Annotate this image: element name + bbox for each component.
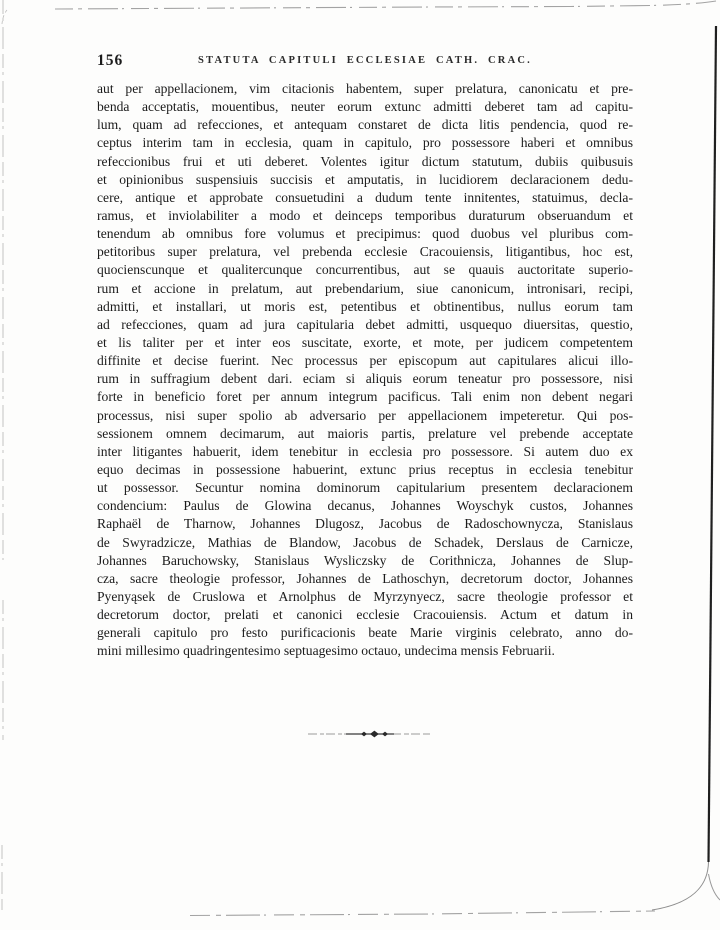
page-number: 156 xyxy=(97,52,124,69)
text-line: inter litigantes habuerit, idem tenebitur in ecclesia pro possessore. Si autem duo ex xyxy=(97,443,633,459)
text-line: quocienscunque et qualitercunque concurrentibus, aut se quauis auctoritate superio- xyxy=(97,262,633,278)
text-line: petitoribus super prelatura, vel prebenda ecclesie Cracouiensis, litigantibus, hoc est, xyxy=(97,244,633,260)
text-line: decretorum doctor, prelati et canonici ecclesie Cracouiensis. Actum et datum in xyxy=(97,607,633,623)
text-line: rum et accione in prelatum, aut prebendarium, siue canonicum, intronisari, recipi, xyxy=(97,280,633,296)
text-line: condencium: Paulus de Glowina decanus, Johannes Woyschyk custos, Johannes xyxy=(97,498,633,514)
running-head xyxy=(97,52,633,70)
text-line: admitti, et installari, ut moris est, petentibus et obtinentibus, nullus eorum tam xyxy=(97,298,633,314)
text-line: et opinionibus suspensiuis succisis et amputatis, in lucidiorem declaracionem dedu- xyxy=(97,171,633,187)
text-line: ramus, et inviolabiliter a modo et deinceps temporibus duraturum obseruandum et xyxy=(97,207,633,223)
text-line: rum in suffragium debent dari. eciam si aliquis eorum teneatur pro possessore, nisi xyxy=(97,371,633,387)
section-divider-ornament xyxy=(308,726,432,742)
text-line: ceptus interim tam in ecclesia, quam in capitulo, pro possessore haberi et omnibus xyxy=(97,135,633,151)
text-line: forte in beneficio foret per annum integrum pacificus. Tali enim non debent negari xyxy=(97,389,633,405)
text-line: Pyenyąsek de Cruslowa et Arnolphus de Myrzynyecz, sacre theologie professor et xyxy=(97,588,633,604)
text-line: tenendum ab omnibus fore volumus et precipimus: quod duobus vel pluribus com- xyxy=(97,226,633,242)
text-line: ut possessor. Secuntur nomina dominorum capitularium presentem declaracionem xyxy=(97,480,633,496)
text-line: equo decimas in possessione habuerint, extunc prius receptus in ecclesia tenebitur xyxy=(97,461,633,477)
text-line: refeccionibus frui et uti deberet. Volentes igitur dictum statutum, dubiis quibusuis xyxy=(97,153,633,169)
text-line: et lis taliter per et inter eos suscitate, exorte, et mote, per judicem competentem xyxy=(97,334,633,350)
text-line: aut per appellacionem, vim citacionis habentem, super prelatura, canonicatu et pre- xyxy=(97,81,633,96)
text-line: de Swyradzicze, Mathias de Blandow, Jacobus de Schadek, Derslaus de Carnicze, xyxy=(97,534,633,550)
text-line: Johannes Baruchowsky, Stanislaus Wysliczsky de Corithnicza, Johannes de Slup- xyxy=(97,552,633,568)
text-line: ad refecciones, quam ad jura capitularia debet admitti, usquequo diuersitas, questio, xyxy=(97,316,633,332)
text-line: benda acceptatis, mouentibus, neuter eorum extunc admitti deberet tam ad capitu- xyxy=(97,99,633,115)
running-header-title: STATUTA CAPITULI ECCLESIAE CATH. CRAC. xyxy=(198,55,532,66)
text-line: processus, nisi super spolio ab adversario per appellacionem impeteretur. Qui pos- xyxy=(97,407,633,423)
text-line: mini millesimo quadringentesimo septuagesimo octauo, undecima mensis Februarii. xyxy=(97,643,555,659)
text-line: sessionem omnem decimarum, aut maioris partis, prelature vel prebende acceptate xyxy=(97,425,633,441)
text-line: cza, sacre theologie professor, Johannes de Lathoschyn, decretorum doctor, Johannes xyxy=(97,570,633,586)
text-line: diffinite et decise fuerint. Nec processus per episcopum aut capitulares alicui illo- xyxy=(97,353,633,369)
text-line: lum, quam ad refecciones, et antequam constaret de dicta litis pendencia, quod re- xyxy=(97,117,633,133)
body-text xyxy=(97,80,633,661)
text-line: Raphaël de Tharnow, Johannes Dlugosz, Jacobus de Radoschownycza, Stanislaus xyxy=(97,516,633,532)
text-line: generali capitulo pro festo purificacionis beate Marie virginis celebrato, anno do- xyxy=(97,625,633,641)
text-line: cere, antique et approbate consuetudini a dudum tente innitentes, statuimus, decla- xyxy=(97,189,633,205)
